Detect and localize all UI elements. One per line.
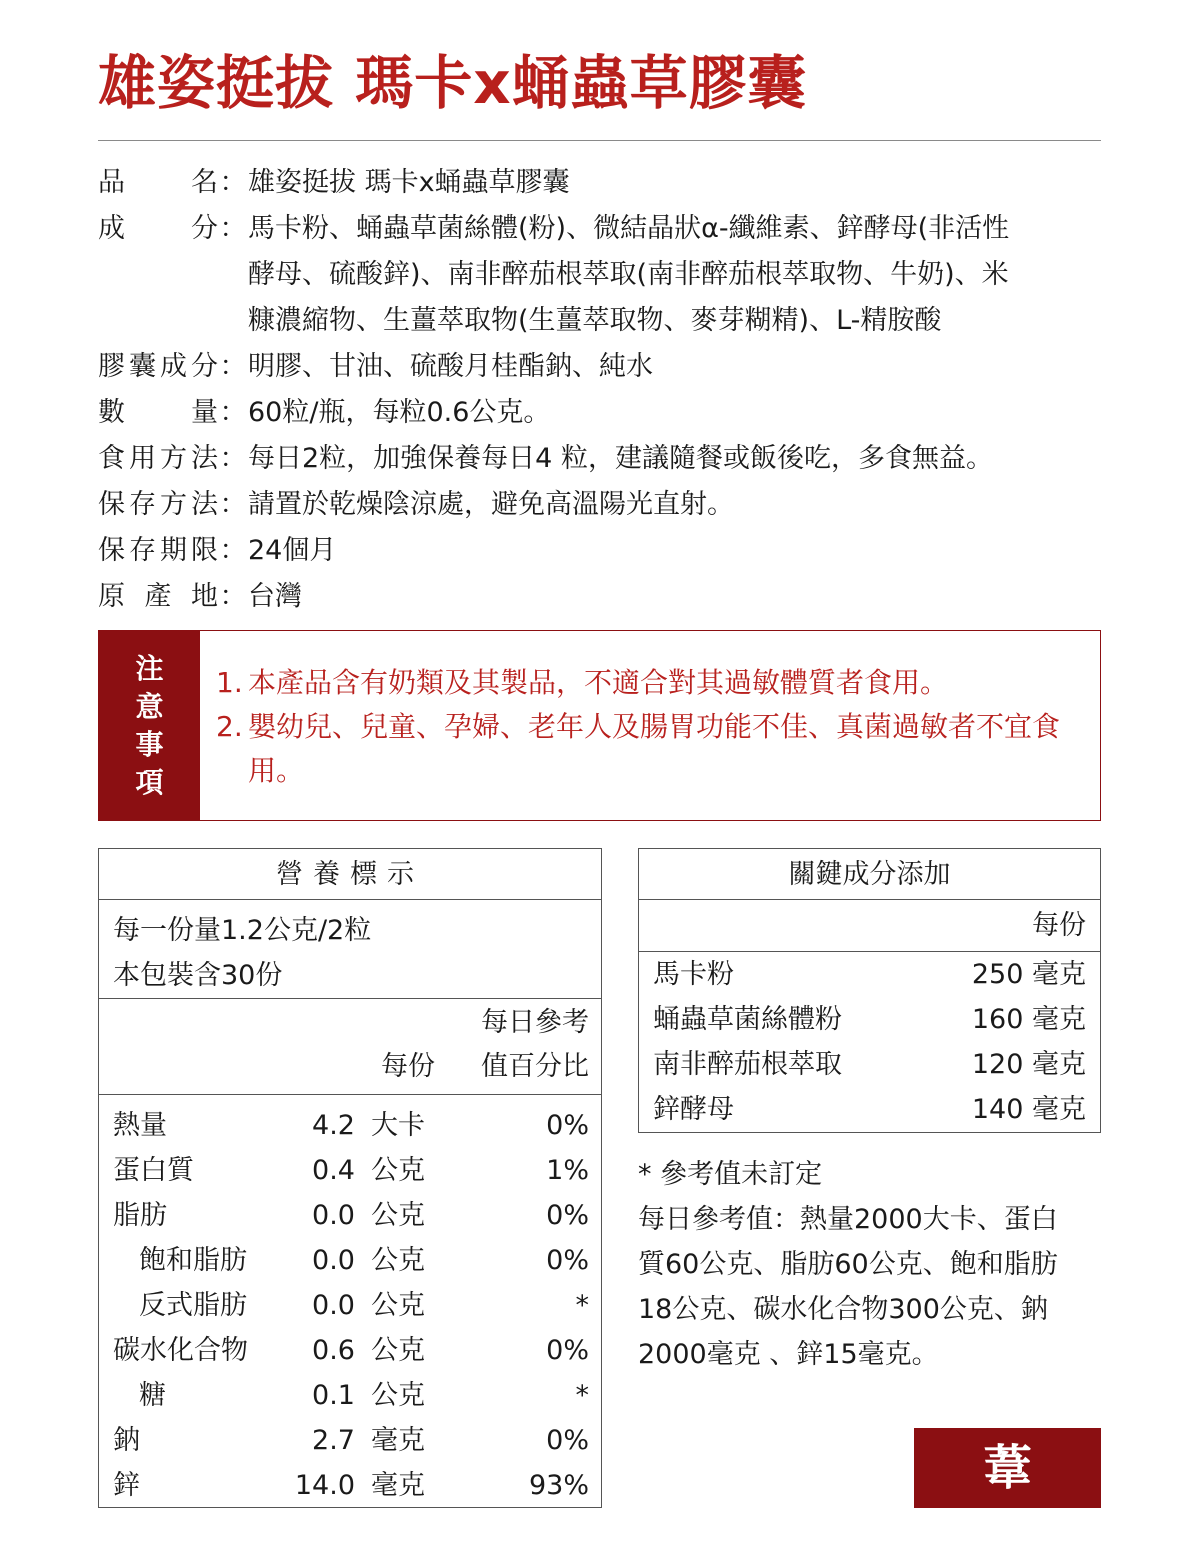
notice-box [98, 630, 1101, 821]
spec-label-char: 期 [160, 535, 187, 566]
brand-logo: 葦 [914, 1428, 1101, 1508]
nutrient-name: 鋅 [113, 1470, 140, 1501]
notice-tab-char: 事 [135, 727, 164, 761]
spec-label-char: 方 [160, 443, 187, 474]
spec-row [98, 206, 1101, 344]
spec-value [248, 436, 1101, 482]
spec-value-line: 酵母、硫酸鋅)、南非醉茄根萃取(南非醉茄根萃取物、牛奶)、米 [248, 259, 1009, 290]
nutrient-name: 反式脂肪 [139, 1290, 247, 1321]
nutrient-daily-value: 0% [546, 1425, 589, 1456]
nutrient-unit: 毫克 [371, 1470, 425, 1501]
nutrient-name: 鈉 [113, 1425, 140, 1456]
nutrient-unit: 公克 [371, 1155, 425, 1186]
key-ingredient-row [639, 1042, 1100, 1087]
spec-value [248, 160, 1101, 206]
spec-colon: ： [219, 213, 247, 244]
spec-value [248, 482, 1101, 528]
key-ingredient-row [639, 1087, 1100, 1132]
nutrient-daily-value: 0% [546, 1245, 589, 1276]
footnote-line: 2000毫克 、鋅15毫克。 [638, 1339, 939, 1370]
spec-value-line: 雄姿挺拔 瑪卡x蛹蟲草膠囊 [248, 167, 570, 198]
spec-label-char: 名 [191, 167, 218, 198]
nutrition-row [99, 1193, 601, 1238]
spec-label [98, 390, 218, 436]
nutrient-value: 4.2 [312, 1110, 355, 1141]
nutrition-row [99, 1148, 601, 1193]
column-daily-value-bottom: 值百分比 [481, 1051, 589, 1082]
title-divider [98, 140, 1101, 141]
spec-value [248, 390, 1101, 436]
spec-value-line: 明膠、甘油、硫酸月桂酯鈉、純水 [248, 351, 653, 382]
footnote-line: 每日參考值：熱量2000大卡、蛋白 [638, 1204, 1058, 1235]
nutrition-header [99, 999, 601, 1095]
key-ingredient-name: 鋅酵母 [653, 1094, 734, 1125]
spec-value-line: 馬卡粉、蛹蟲草菌絲體(粉)、微結晶狀α-纖維素、鋅酵母(非活性 [248, 213, 1010, 244]
column-per-serving: 每份 [381, 1051, 435, 1082]
nutrition-row [99, 1103, 601, 1148]
nutrition-row [99, 1238, 601, 1283]
notice-item [216, 705, 1100, 793]
nutrient-unit: 公克 [371, 1200, 425, 1231]
spec-label-char: 成 [98, 213, 125, 244]
spec-value [248, 528, 1101, 574]
nutrient-value: 0.1 [312, 1380, 355, 1411]
nutrient-name: 熱量 [113, 1110, 167, 1141]
nutrient-value: 14.0 [294, 1470, 355, 1501]
spec-row [98, 390, 1101, 436]
spec-label-char: 囊 [129, 351, 156, 382]
notice-item-text: 本產品含有奶類及其製品，不適合對其過敏體質者食用。 [248, 666, 949, 699]
spec-label-char: 品 [98, 167, 125, 198]
key-ingredient-name: 馬卡粉 [653, 959, 734, 990]
notice-tab-char: 意 [135, 689, 164, 723]
notice-item-number: 2. [216, 710, 243, 743]
spec-row [98, 482, 1101, 528]
key-ingredient-row [639, 997, 1100, 1042]
nutrient-name: 碳水化合物 [113, 1335, 248, 1366]
spec-label-char: 存 [129, 489, 156, 520]
spec-label-char: 存 [129, 535, 156, 566]
key-ingredient-amount: 250 毫克 [971, 959, 1086, 990]
spec-value [248, 344, 1101, 390]
page-title: 雄姿挺拔 瑪卡x蛹蟲草膠囊 [98, 49, 807, 117]
spec-label-char: 數 [98, 397, 125, 428]
nutrient-unit: 公克 [371, 1290, 425, 1321]
spec-label-char: 方 [160, 489, 187, 520]
spec-value-line: 糠濃縮物、生薑萃取物(生薑萃取物、麥芽糊精)、L-精胺酸 [248, 305, 942, 336]
notice-item-text: 嬰幼兒、兒童、孕婦、老年人及腸胃功能不佳、真菌過敏者不宜食用。 [248, 710, 1061, 787]
spec-colon: ： [219, 535, 247, 566]
spec-list [98, 160, 1101, 620]
notice-item [216, 661, 1100, 705]
key-ingredients-title: 關鍵成分添加 [639, 849, 1100, 900]
nutrient-value: 2.7 [312, 1425, 355, 1456]
nutrient-daily-value: 0% [546, 1200, 589, 1231]
key-ingredient-name: 蛹蟲草菌絲體粉 [653, 1004, 842, 1035]
spec-label-char: 地 [191, 581, 218, 612]
notice-item-number: 1. [216, 666, 243, 699]
spec-label-char: 產 [144, 581, 172, 612]
nutrient-daily-value: * [575, 1380, 589, 1411]
footnote-star: * 參考值未訂定 [638, 1159, 823, 1190]
servings-per-package: 本包裝含30份 [113, 960, 283, 991]
nutrient-daily-value: 1% [546, 1155, 589, 1186]
spec-label [98, 436, 218, 482]
spec-colon: ： [219, 397, 247, 428]
spec-label-char: 用 [129, 443, 156, 474]
nutrient-unit: 毫克 [371, 1425, 425, 1456]
spec-colon: ： [219, 443, 247, 474]
key-ingredient-name: 南非醉茄根萃取 [653, 1049, 842, 1080]
nutrient-daily-value: * [575, 1290, 589, 1321]
nutrient-name: 脂肪 [113, 1200, 167, 1231]
nutrient-daily-value: 0% [546, 1335, 589, 1366]
key-ingredient-amount: 120 毫克 [971, 1049, 1086, 1080]
nutrient-value: 0.0 [312, 1200, 355, 1231]
spec-label-char: 原 [98, 581, 125, 612]
spec-label [98, 160, 218, 206]
nutrient-value: 0.0 [312, 1245, 355, 1276]
nutrition-serving [99, 900, 601, 999]
spec-value-line: 24個月 [248, 535, 337, 566]
nutrition-title: 營養標示 [99, 849, 601, 900]
key-ingredients-per-serving: 每份 [639, 900, 1100, 952]
notice-tab-char: 注 [135, 651, 164, 685]
nutrient-unit: 公克 [371, 1245, 425, 1276]
spec-colon: ： [219, 489, 247, 520]
serving-size: 每一份量1.2公克/2粒 [113, 915, 372, 946]
spec-label-char: 食 [98, 443, 125, 474]
nutrient-name: 飽和脂肪 [139, 1245, 247, 1276]
spec-value [248, 206, 1101, 344]
notice-list [200, 631, 1100, 820]
nutrition-table [98, 848, 602, 1508]
footnote-line: 18公克、碳水化合物300公克、鈉 [638, 1294, 1048, 1325]
spec-label-char: 分 [191, 351, 218, 382]
spec-row [98, 528, 1101, 574]
nutrition-rows [99, 1095, 601, 1508]
key-ingredients-table [638, 848, 1101, 1133]
nutrition-row [99, 1463, 601, 1508]
spec-label-char: 保 [98, 489, 125, 520]
nutrition-row [99, 1283, 601, 1328]
spec-label [98, 206, 218, 344]
spec-colon: ： [219, 167, 247, 198]
spec-label-char: 法 [191, 489, 218, 520]
nutrient-unit: 公克 [371, 1335, 425, 1366]
key-ingredient-amount: 140 毫克 [971, 1094, 1086, 1125]
spec-value-line: 請置於乾燥陰涼處，避免高溫陽光直射。 [248, 489, 734, 520]
notice-tab-char: 項 [135, 765, 164, 799]
spec-colon: ： [219, 351, 247, 382]
spec-value-line: 台灣 [248, 581, 302, 612]
nutrient-daily-value: 0% [546, 1110, 589, 1141]
spec-row [98, 160, 1101, 206]
spec-label [98, 482, 218, 528]
notice-tab [99, 631, 200, 820]
spec-label-char: 保 [98, 535, 125, 566]
nutrient-value: 0.0 [312, 1290, 355, 1321]
footnotes [638, 1152, 1108, 1377]
spec-label-char: 分 [191, 213, 218, 244]
nutrient-unit: 大卡 [371, 1110, 425, 1141]
spec-colon: ： [219, 581, 247, 612]
spec-label [98, 528, 218, 574]
column-daily-value-top: 每日參考 [481, 1007, 589, 1038]
spec-value-line: 每日2粒，加強保養每日4 粒，建議隨餐或飯後吃，多食無益。 [248, 443, 993, 474]
spec-label-char: 量 [191, 397, 218, 428]
spec-label-char: 限 [191, 535, 218, 566]
nutrient-value: 0.6 [312, 1335, 355, 1366]
nutrient-daily-value: 93% [528, 1470, 589, 1501]
spec-label [98, 574, 218, 620]
nutrient-name: 糖 [139, 1380, 166, 1411]
spec-row [98, 344, 1101, 390]
spec-value-line: 60粒/瓶，每粒0.6公克。 [248, 397, 551, 428]
spec-row [98, 574, 1101, 620]
nutrient-value: 0.4 [312, 1155, 355, 1186]
spec-value [248, 574, 1101, 620]
nutrition-row [99, 1373, 601, 1418]
footnote-line: 質60公克、脂肪60公克、飽和脂肪 [638, 1249, 1058, 1280]
spec-label-char: 成 [160, 351, 187, 382]
key-ingredient-amount: 160 毫克 [971, 1004, 1086, 1035]
nutrition-row [99, 1418, 601, 1463]
key-ingredients-rows [639, 952, 1100, 1132]
key-ingredient-row [639, 952, 1100, 997]
spec-label-char: 法 [191, 443, 218, 474]
nutrient-unit: 公克 [371, 1380, 425, 1411]
spec-label [98, 344, 218, 390]
nutrition-row [99, 1328, 601, 1373]
spec-row [98, 436, 1101, 482]
spec-label-char: 膠 [98, 351, 125, 382]
nutrient-name: 蛋白質 [113, 1155, 194, 1186]
